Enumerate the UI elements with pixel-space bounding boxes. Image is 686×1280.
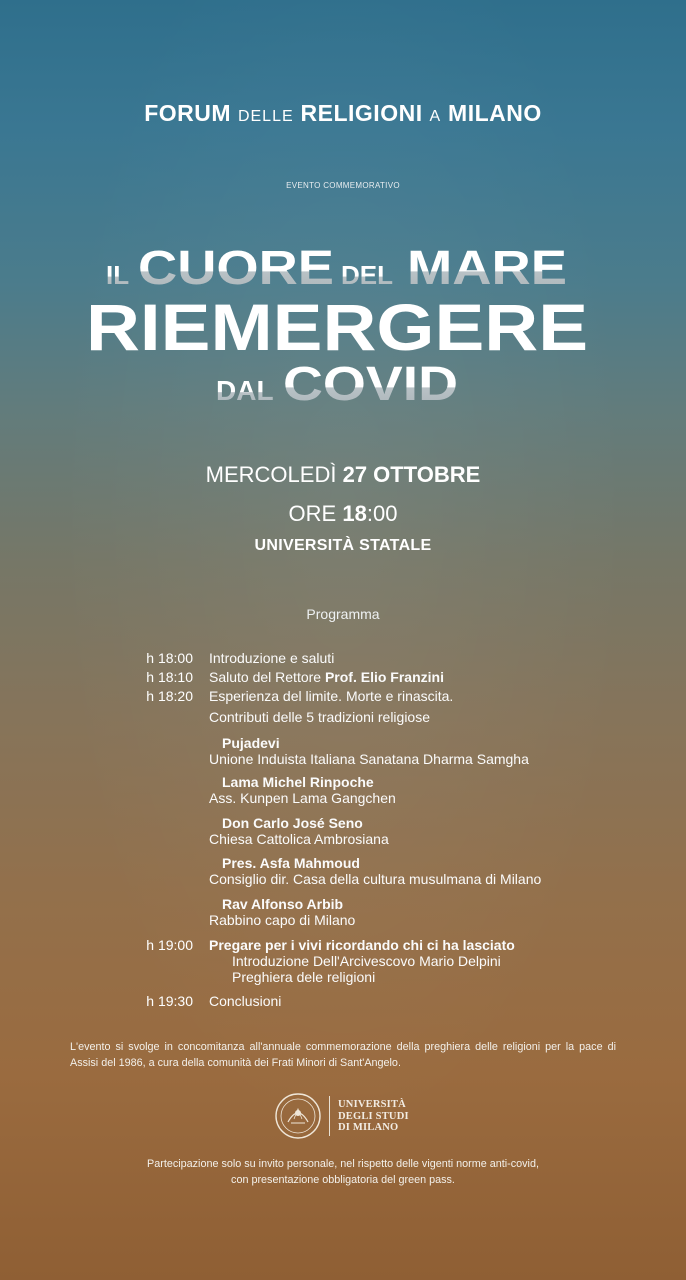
event-day-month: 27 OTTOBRE [342, 462, 481, 487]
program-hour-5: h 19:30 [146, 993, 193, 1009]
program-item-4: Pregare per i vivi ricordando chi ci ha lasciato [209, 937, 515, 953]
speaker-5-org: Rabbino capo di Milano [209, 912, 356, 928]
event-weekday: MERCOLEDÌ [205, 462, 337, 487]
logo-line-2: DEGLI STUDI [338, 1110, 409, 1122]
program-hour-4: h 19:00 [146, 937, 193, 953]
time-prefix: ORE [288, 501, 337, 526]
event-note: L'evento si svolge in concomitanza all'annuale commemorazione della preghiera delle religioni per la pace di Assisi del 1986, a cura della comunità dei Frati Minori di Sant'Angelo. [70, 1041, 616, 1069]
event-venue: UNIVERSITÀ STATALE [254, 537, 432, 554]
event-date [0, 462, 686, 488]
logo-line-3: DI MILANO [338, 1122, 399, 1133]
speaker-2-name: Lama Michel Rinpoche [222, 774, 374, 790]
program-hour-1: h 18:00 [146, 650, 193, 666]
speaker-3-org: Chiesa Cattolica Ambrosiana [209, 831, 389, 847]
program-item-5: Conclusioni [209, 993, 282, 1009]
speaker-3-name: Don Carlo José Seno [222, 815, 363, 831]
speaker-2-org: Ass. Kunpen Lama Gangchen [209, 790, 396, 806]
university-seal-icon [274, 1092, 322, 1140]
university-logo [274, 1092, 424, 1140]
logo-divider [329, 1096, 330, 1136]
speaker-4-name: Pres. Asfa Mahmoud [222, 855, 360, 871]
program-hour-3: h 18:20 [146, 688, 193, 704]
time-minutes: :00 [366, 501, 398, 526]
program-item-3: Esperienza del limite. Morte e rinascita. [209, 688, 454, 704]
title-covid: COVID [283, 358, 458, 410]
program-item-2-text: Saluto del Rettore [209, 669, 325, 685]
speaker-1-org: Unione Induista Italiana Sanatana Dharma Samgha [209, 751, 529, 767]
forum-word-2: DELLE [237, 108, 294, 125]
program-item-2 [209, 669, 444, 685]
footer-line-2: con presentazione obbligatoria del green pass. [231, 1174, 455, 1186]
program-heading: Programma [306, 606, 380, 622]
program-hour-2: h 18:10 [146, 669, 193, 685]
event-time [0, 501, 686, 527]
forum-word-5: MILANO [448, 100, 542, 126]
time-hour: 18 [342, 501, 367, 526]
program-item-4-sub1: Introduzione Dell'Arcivescovo Mario Delpini [232, 953, 501, 969]
event-kicker: EVENTO COMMEMORATIVO [286, 181, 400, 190]
title-mare: MARE [407, 242, 567, 295]
footer-line-1: Partecipazione solo su invito personale, nel rispetto delle vigenti norme anti-covid, [147, 1158, 539, 1170]
program-item-4-sub2: Preghiera dele religioni [232, 969, 376, 985]
logo-line-1: UNIVERSITÀ [338, 1099, 406, 1110]
forum-word-3: RELIGIONI [300, 100, 423, 126]
footer-note [0, 1156, 686, 1188]
title-dal: DAL [216, 375, 274, 406]
title-il: IL [106, 260, 130, 290]
forum-word-1: FORUM [144, 100, 232, 126]
title-cuore: CUORE [138, 242, 334, 295]
title-del: DEL [341, 260, 393, 290]
program-item-1: Introduzione e saluti [209, 650, 335, 666]
forum-word-4: A [429, 108, 442, 125]
event-title [0, 230, 686, 410]
speaker-4-org: Consiglio dir. Casa della cultura musulmana di Milano [209, 871, 542, 887]
rector-name: Prof. Elio Franzini [324, 669, 444, 685]
title-riemergere: RIEMERGERE [86, 290, 588, 364]
speaker-1-name: Pujadevi [222, 735, 280, 751]
program-item-3-sub: Contributi delle 5 tradizioni religiose [209, 709, 431, 725]
forum-header [0, 100, 686, 127]
speaker-5-name: Rav Alfonso Arbib [222, 896, 344, 912]
university-name [338, 1099, 409, 1134]
